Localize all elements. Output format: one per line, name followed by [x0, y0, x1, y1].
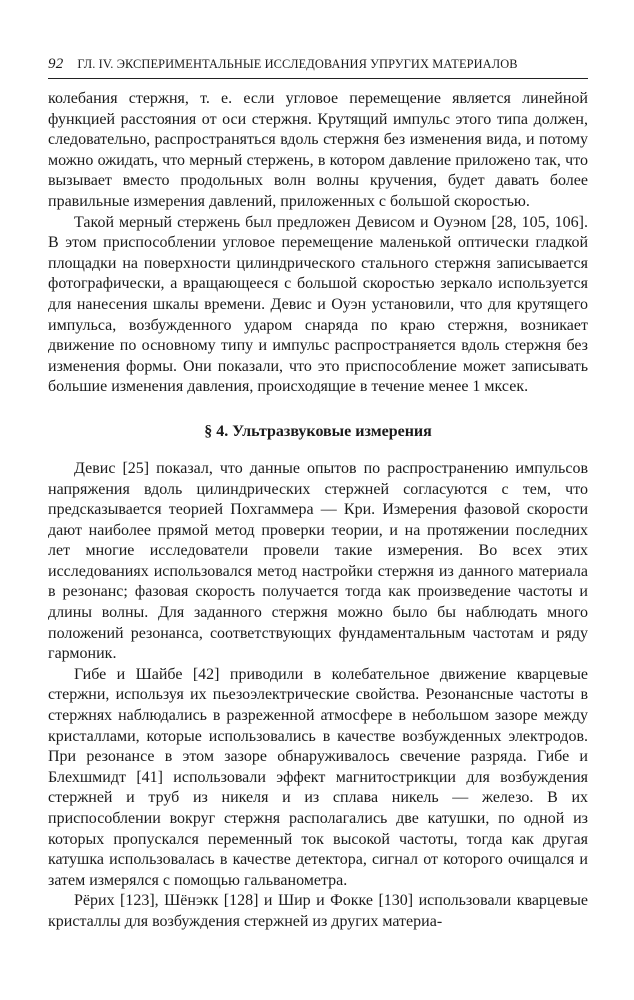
paragraph-continuation: колебания стержня, т. е. если угловое перемещение является линейной функцией расстояния от оси стержня. Крутящий импульс этого типа должен, следовательно, распространяться вдоль стержня без изменения вида, и потому можно ожидать, что мерный стержень, в котором давление приложено так, что вызывает вместо продольных волн волны кручения, будет давать более правильные измерения давлений, приложенных с большой скоростью. — [48, 90, 588, 210]
header-rule — [48, 78, 588, 79]
paragraph-rohrich: Рёрих [123], Шёнэкк [128] и Шир и Фокке [130] использовали кварцевые кристаллы для возбуждения стержней из других материа- — [48, 892, 588, 930]
body-text — [48, 89, 588, 933]
paragraph-davies-owen: Такой мерный стержень был предложен Девисом и Оуэном [28, 105, 106]. В этом приспособлении угловое перемещение маленькой оптически гладкой площадки на поверхности цилиндрического стального стержня записывается фотографически, а вращающееся с большой скоростью зеркало используется для нанесения шкалы времени. Девис и Оуэн установили, что для крутящего импульса, возбужденного ударом снаряда по краю стержня, возникает движение по основному типу и импульс распространяется вдоль стержня без изменения формы. Они показали, что это приспособление может записывать большие изменения давления, происходящие в течение менее 1 мксек. — [48, 213, 588, 396]
section-heading: § 4. Ультразвуковые измерения — [204, 422, 432, 440]
running-head — [48, 54, 588, 74]
page-number: 92 — [48, 56, 64, 72]
paragraph-davies-pochhammer: Девис [25] показал, что данные опытов по распространению импульсов напряжения вдоль цилиндрических стержней согласуются с тем, что предсказывается теорией Похгаммера — Кри. Измерения фазовой скорости дают наиболее прямой метод проверки теории, и на протяжении последних лет многие исследователи провели такие измерения. Во всех этих исследованиях использовался метод настройки стержня из данного материала в резонанс; фазовая скорость получается тогда как произведение частоты и длины волны. Для заданного стержня можно было бы наблюдать много положений резонанса, соответствующих фундаментальным частотам и ряду гармоник. — [48, 459, 588, 663]
book-page — [48, 54, 588, 933]
paragraph-giebe-scheibe: Гибе и Шайбе [42] приводили в колебательное движение кварцевые стержни, используя их пьезоэлектрические свойства. Резонансные частоты в стержнях наблюдались в разреженной атмосфере в небольшом зазоре между кристаллами, которые использовались в качестве возбужденных электродов. При резонансе в этом зазоре обнаруживалось свечение разряда. Гибе и Блехшмидт [41] использовали эффект магнитострикции для возбуждения стержней и труб из никеля и из сплава никель — железо. В их приспособлении вокруг стержня располагались две катушки, по одной из которых пропускался переменный ток высокой частоты, тогда как другая катушка использовалась в качестве детектора, сигнал от которого очищался и затем измерялся с помощью гальванометра. — [48, 665, 588, 889]
chapter-title: ГЛ. IV. ЭКСПЕРИМЕНТАЛЬНЫЕ ИССЛЕДОВАНИЯ УПРУГИХ МАТЕРИАЛОВ — [77, 57, 518, 71]
